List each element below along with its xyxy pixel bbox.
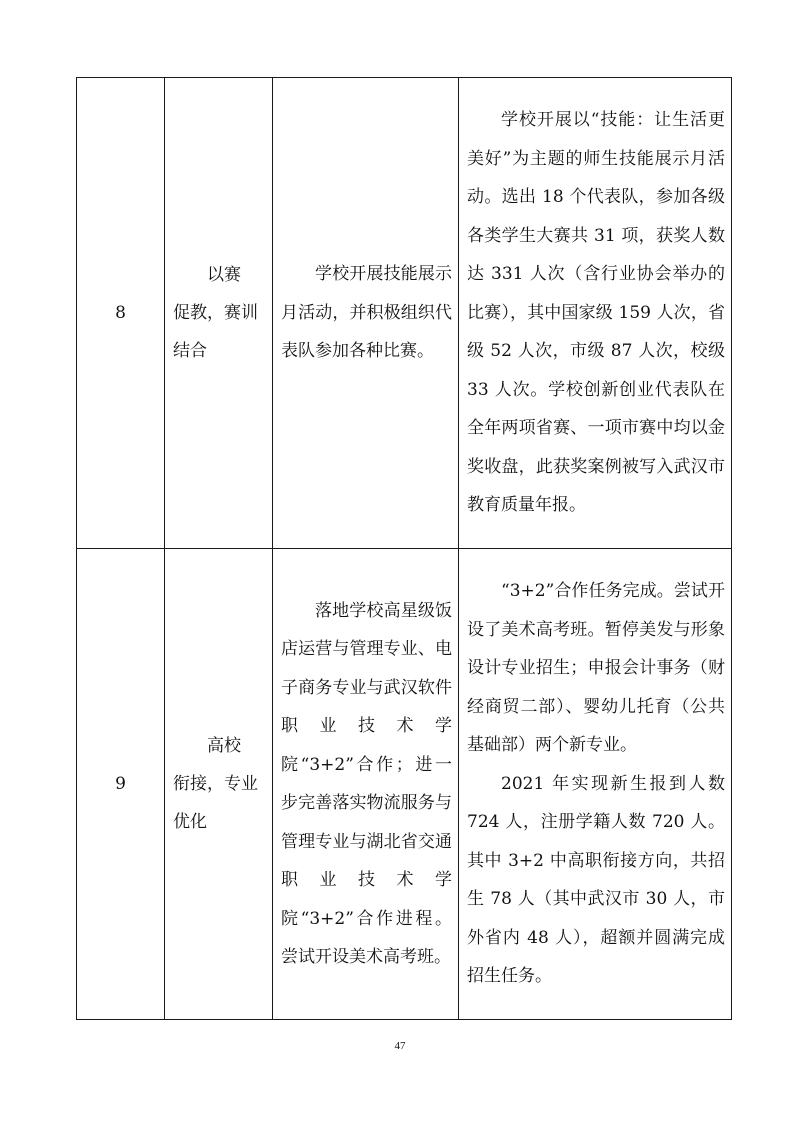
row-topic-line: 促教，赛训: [173, 303, 258, 323]
row-result: [459, 78, 732, 549]
row-topic: [165, 549, 273, 1020]
page-number: 47: [394, 1040, 406, 1052]
row-topic-line: 优化: [173, 812, 207, 832]
row-topic-line: 衔接，专业: [173, 774, 258, 794]
row-plan-text: 学校开展技能展示月活动，并积极组织代表队参加各种比赛。: [281, 264, 452, 362]
row-topic-line: 以赛: [207, 265, 241, 285]
plan-results-table: [76, 77, 732, 1020]
row-result-paragraph: 2021 年实现新生报到人数 724 人，注册学籍人数 720 人。其中 3+2 中高职衔接方向，共招生 78 人（其中武汉市 30 人，市外省内 48 人），超额并圆满完成招生任务。: [467, 773, 725, 987]
table-row: [77, 78, 732, 549]
row-plan: [273, 78, 459, 549]
row-topic: [165, 78, 273, 549]
row-result-paragraph: 学校开展以“技能：让生活更美好”为主题的师生技能展示月活动。选出 18 个代表队，参加各级各类学生大赛共 31 项，获奖人数达 331 人次（含行业协会举办的比赛），其中国家级 159 人次，省级 52 人次，市级 87 人次，校级 33 人次。学校创新创业代表队在全年两项省赛、一项市赛中均以金奖收盘，此获奖案例被写入武汉市教育质量年报。: [467, 110, 725, 516]
row-plan: [273, 549, 459, 1020]
row-plan-text: 落地学校高星级饭店运营与管理专业、电子商务专业与武汉软件职业技术学院“3+2”合作；进一步完善落实物流服务与管理专业与湖北省交通职业技术学院“3+2”合作进程。尝试开设美术高考班。: [281, 600, 452, 967]
row-number: 9: [77, 549, 165, 1020]
row-result-paragraph: “3+2”合作任务完成。尝试开设了美术高考班。暂停美发与形象设计专业招生；申报会计事务（财经商贸二部）、婴幼儿托育（公共基础部）两个新专业。: [467, 581, 725, 756]
row-number: 8: [77, 78, 165, 549]
row-topic-line: 结合: [173, 341, 207, 361]
row-topic-line: 高校: [207, 736, 241, 756]
table-row: [77, 549, 732, 1020]
row-result: [459, 549, 732, 1020]
